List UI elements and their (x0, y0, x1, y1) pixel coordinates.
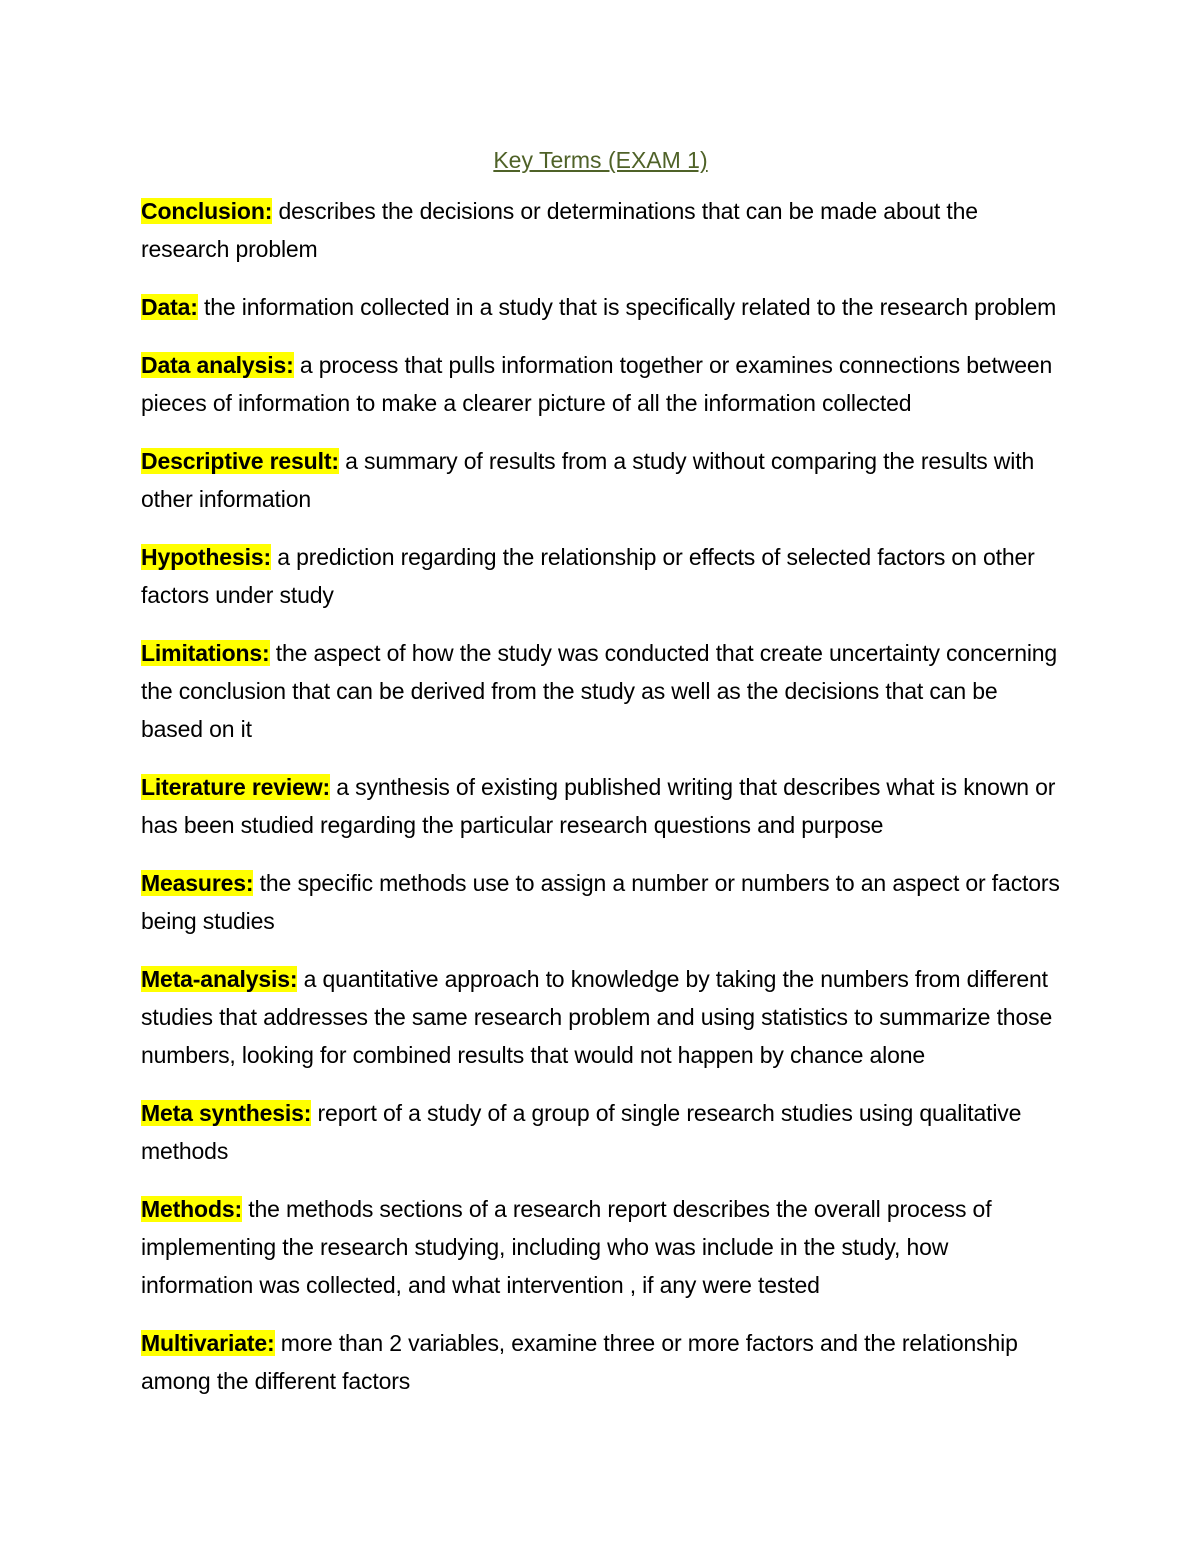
term-entry-data (141, 288, 1060, 326)
term-label: Limitations: (141, 640, 270, 666)
term-entry-descriptive-result (141, 442, 1060, 518)
term-entry-data-analysis (141, 346, 1060, 422)
term-entry-multivariate (141, 1324, 1060, 1400)
term-entry-limitations (141, 634, 1060, 748)
term-entry-hypothesis (141, 538, 1060, 614)
term-entry-meta-analysis (141, 960, 1060, 1074)
term-label: Multivariate: (141, 1330, 275, 1356)
term-entry-conclusion (141, 192, 1060, 268)
term-label: Measures: (141, 870, 254, 896)
term-label: Meta synthesis: (141, 1100, 312, 1126)
term-label: Data: (141, 294, 198, 320)
term-definition: the information collected in a study that is specifically related to the research problem (197, 294, 1057, 320)
term-definition: a synthesis of existing published writing that describes what is known or has been studied regarding the particular research questions and purpose (141, 774, 1056, 838)
term-label: Conclusion: (141, 198, 273, 224)
document-title: Key Terms (EXAM 1) (493, 147, 708, 173)
term-label: Descriptive result: (141, 448, 339, 474)
term-definition: a summary of results from a study without comparing the results with other information (141, 448, 1035, 512)
term-label: Hypothesis: (141, 544, 271, 570)
term-label: Data analysis: (141, 352, 294, 378)
term-entry-meta-synthesis (141, 1094, 1060, 1170)
term-label: Literature review: (141, 774, 331, 800)
term-entry-methods (141, 1190, 1060, 1304)
term-definition: a quantitative approach to knowledge by taking the numbers from different studies that addresses the same research problem and using statistics to summarize those numbers, looking for combined results that would not happen by chance alone (141, 966, 1053, 1068)
term-definition: the specific methods use to assign a number or numbers to an aspect or factors being studies (141, 870, 1060, 934)
term-label: Meta-analysis: (141, 966, 298, 992)
term-definition: more than 2 variables, examine three or more factors and the relationship among the different factors (141, 1330, 1018, 1394)
term-definition: a prediction regarding the relationship or effects of selected factors on other factors under study (141, 544, 1035, 608)
term-entry-measures (141, 864, 1060, 940)
term-definition: the aspect of how the study was conducted that create uncertainty concerning the conclusion that can be derived from the study as well as the decisions that can be based on it (141, 640, 1058, 742)
term-definition: report of a study of a group of single research studies using qualitative methods (141, 1100, 1022, 1164)
key-terms-list (141, 192, 1060, 1400)
term-entry-literature-review (141, 768, 1060, 844)
term-definition: the methods sections of a research report describes the overall process of implementing the research studying, including who was include in the study, how information was collected, and what intervention , if any were tested (141, 1196, 992, 1298)
term-label: Methods: (141, 1196, 243, 1222)
term-definition: a process that pulls information together or examines connections between pieces of information to make a clearer picture of all the information collected (141, 352, 1053, 416)
term-definition: describes the decisions or determinations that can be made about the research problem (141, 198, 978, 262)
